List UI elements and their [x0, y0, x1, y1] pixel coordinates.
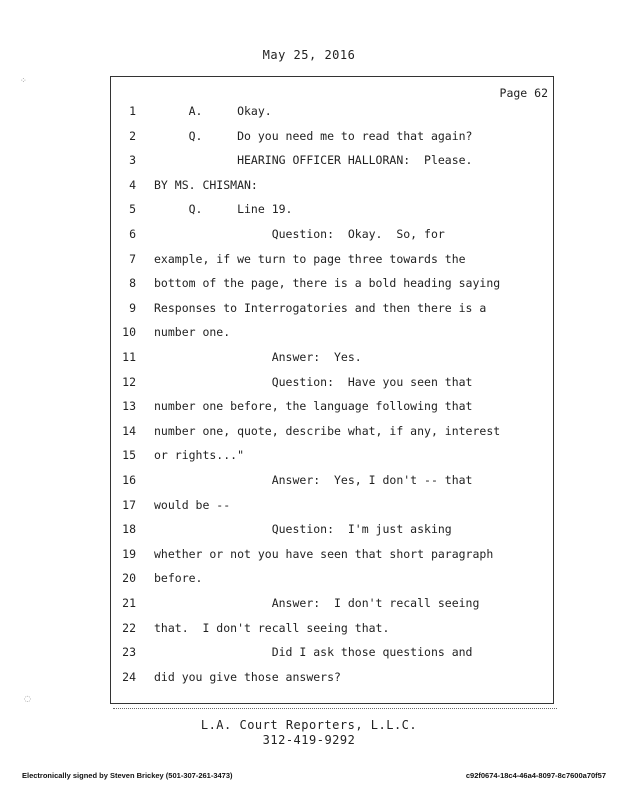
transcript-line [110, 596, 554, 616]
line-text: number one before, the language following that [154, 399, 473, 414]
line-number: 9 [129, 300, 136, 315]
line-text: A. Okay. [154, 104, 272, 118]
scan-speck: ⁘ [20, 76, 27, 85]
transcript-line [110, 104, 554, 124]
transcript-line [110, 473, 554, 493]
line-number: 13 [122, 399, 136, 414]
line-number: 8 [129, 276, 136, 291]
transcript-line [110, 227, 554, 247]
transcript-line [110, 178, 554, 198]
transcript-line [110, 424, 554, 444]
transcript-line [110, 325, 554, 345]
line-number: 10 [122, 325, 136, 340]
line-number: 21 [122, 596, 136, 610]
line-text: Answer: Yes. [154, 350, 362, 364]
transcript-line [110, 547, 554, 567]
line-text: Did I ask those questions and [154, 645, 473, 660]
line-text: Question: Okay. So, for [154, 227, 445, 241]
reporter-company: L.A. Court Reporters, L.L.C. [200, 718, 418, 732]
line-text: bottom of the page, there is a bold heading saying [154, 276, 501, 291]
line-number: 23 [122, 645, 136, 660]
transcript-line [110, 399, 554, 419]
transcript-line [110, 448, 554, 468]
line-number: 22 [122, 620, 136, 635]
esign-left: Electronically signed by Steven Brickey (501-307-261-3473) [22, 771, 233, 780]
transcript-line [110, 276, 554, 296]
transcript-line [110, 498, 554, 518]
line-text: Question: Have you seen that [154, 374, 473, 389]
scan-speck: ◌ [24, 694, 31, 703]
line-text: Answer: I don't recall seeing [154, 596, 480, 610]
line-text: number one. [154, 325, 231, 340]
esign-right: c92f0674-18c4-46a4-8097-8c7600a70f57 [465, 771, 606, 780]
line-number: 3 [129, 153, 136, 168]
line-text: did you give those answers? [154, 669, 341, 684]
line-number: 14 [122, 423, 136, 438]
transcript-line [110, 621, 554, 641]
line-number: 6 [129, 227, 136, 241]
line-number: 12 [122, 374, 136, 389]
line-text: example, if we turn to page three towards the [154, 251, 466, 266]
header-date: May 25, 2016 [262, 48, 356, 62]
line-number: 18 [122, 522, 136, 537]
line-text: Q. Do you need me to read that again? [154, 128, 473, 143]
line-text: Answer: Yes, I don't -- that [154, 473, 473, 487]
line-text: whether or not you have seen that short paragraph [154, 546, 494, 561]
line-text: BY MS. CHISMAN: [154, 177, 258, 192]
line-number: 11 [122, 350, 136, 364]
line-text: that. I don't recall seeing that. [154, 620, 390, 635]
transcript-line [110, 129, 554, 149]
reporter-phone: 312-419-9292 [262, 733, 356, 747]
line-text: before. [154, 571, 203, 586]
line-number: 19 [122, 546, 136, 561]
transcript-line [110, 645, 554, 665]
line-number: 16 [122, 473, 136, 487]
line-number: 20 [122, 571, 136, 586]
line-number: 5 [129, 202, 136, 217]
transcript-line [110, 522, 554, 542]
line-text: or rights..." [154, 448, 245, 463]
line-number: 7 [129, 251, 136, 266]
transcript-line [110, 301, 554, 321]
line-text: HEARING OFFICER HALLORAN: Please. [154, 153, 473, 168]
transcript-line [110, 153, 554, 173]
line-number: 17 [122, 497, 136, 512]
transcript-line [110, 571, 554, 591]
line-text: Responses to Interrogatories and then there is a [154, 300, 487, 315]
line-text: number one, quote, describe what, if any, interest [154, 423, 501, 438]
line-number: 15 [122, 448, 136, 463]
transcript-line [110, 670, 554, 690]
transcript-line [110, 252, 554, 272]
transcript-line [110, 375, 554, 395]
line-text: would be -- [154, 497, 231, 512]
line-text: Question: I'm just asking [154, 522, 452, 537]
line-text: Q. Line 19. [154, 202, 293, 217]
line-number: 24 [122, 669, 136, 684]
transcript-line [110, 350, 554, 370]
page-number: Page 62 [499, 86, 548, 100]
frame-bottom-rule [113, 705, 557, 709]
line-number: 1 [129, 104, 136, 118]
line-number: 2 [129, 128, 136, 143]
transcript-line [110, 202, 554, 222]
line-number: 4 [129, 177, 136, 192]
